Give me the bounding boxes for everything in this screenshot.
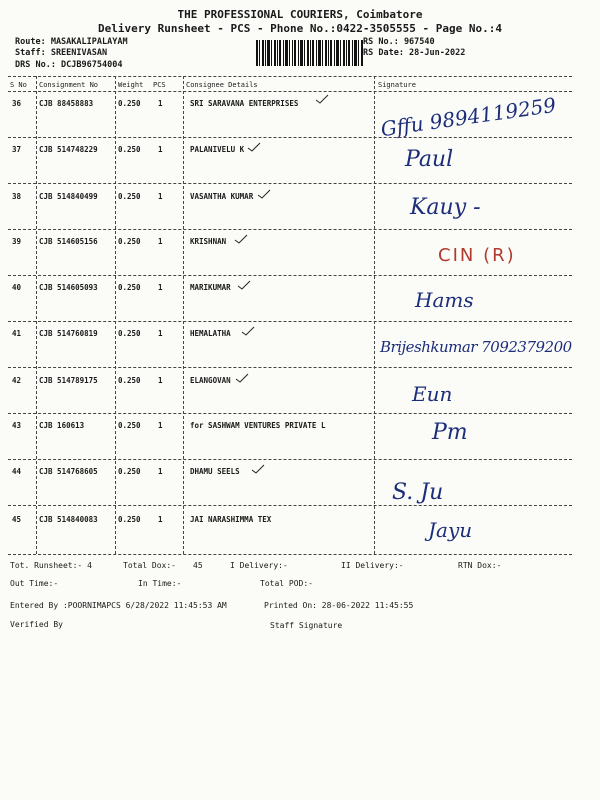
printed-on: Printed On: 28-06-2022 11:45:55 — [264, 601, 414, 610]
rs-number: RS No.: 967540 — [363, 37, 435, 47]
column-header-sno: S No — [10, 81, 27, 89]
row-consignment: CJB 160613 — [39, 421, 85, 430]
column-separator — [115, 76, 116, 554]
row-pcs: 1 — [158, 145, 163, 154]
tick-mark-icon — [250, 463, 266, 475]
tick-mark-icon — [246, 141, 262, 153]
row-weight: 0.250 — [118, 515, 141, 524]
table-bottom-rule — [8, 554, 572, 555]
total-dox-value: 45 — [193, 561, 203, 570]
row-sno: 39 — [12, 237, 22, 246]
total-runsheet: Tot. Runsheet:- 4 — [10, 561, 92, 570]
row-sno: 45 — [12, 515, 22, 524]
column-header-consignee: Consignee Details — [186, 81, 258, 89]
row-sno: 44 — [12, 467, 22, 476]
row-consignment: CJB 514789175 — [39, 376, 98, 385]
column-separator — [36, 76, 37, 554]
row-consignee: HEMALATHA — [190, 329, 231, 338]
row-consignment: CJB 514605156 — [39, 237, 98, 246]
barcode-image — [256, 40, 364, 66]
total-pod-label: Total POD:- — [260, 579, 313, 588]
row-consignee: MARIKUMAR — [190, 283, 231, 292]
row-pcs: 1 — [158, 376, 163, 385]
column-header-weight: Weight — [118, 81, 144, 89]
row-consignee: SRI SARAVANA ENTERPRISES — [190, 99, 299, 108]
row-consignment: CJB 514605093 — [39, 283, 98, 292]
company-title: THE PROFESSIONAL COURIERS, Coimbatore — [177, 8, 423, 21]
route-label: Route: MASAKALIPALAYAM — [15, 37, 128, 47]
row-pcs: 1 — [158, 99, 163, 108]
handwritten-signature: S. Ju — [392, 480, 444, 505]
row-consignment: CJB 514748229 — [39, 145, 98, 154]
row-consignment: CJB 514840083 — [39, 515, 98, 524]
row-sno: 41 — [12, 329, 22, 338]
row-weight: 0.250 — [118, 237, 141, 246]
row-consignee: ELANGOVAN — [190, 376, 231, 385]
row-divider — [8, 367, 572, 368]
row-weight: 0.250 — [118, 145, 141, 154]
handwritten-signature: Pm — [432, 420, 468, 445]
row-pcs: 1 — [158, 421, 163, 430]
handwritten-signature: CIN (R) — [438, 245, 516, 266]
entered-by: Entered By :POORNIMAPCS 6/28/2022 11:45:53 AM — [10, 601, 227, 610]
row-consignee: JAI NARASHIMMA TEX — [190, 515, 272, 524]
row-pcs: 1 — [158, 515, 163, 524]
column-separator — [374, 76, 375, 554]
row-sno: 43 — [12, 421, 22, 430]
table-top-rule — [8, 76, 572, 77]
row-consignee: VASANTHA KUMAR — [190, 192, 254, 201]
row-weight: 0.250 — [118, 329, 141, 338]
row-consignment: CJB 514760819 — [39, 329, 98, 338]
row-consignment: CJB 514840499 — [39, 192, 98, 201]
row-divider — [8, 413, 572, 414]
row-pcs: 1 — [158, 467, 163, 476]
drs-number: DRS No.: DCJB96754004 — [15, 60, 123, 70]
handwritten-signature: Brijeshkumar 7092379200 — [380, 338, 572, 356]
row-weight: 0.250 — [118, 467, 141, 476]
row-sno: 38 — [12, 192, 22, 201]
runsheet-title: Delivery Runsheet - PCS - Phone No.:0422-3505555 - Page No.:4 — [98, 22, 502, 35]
row-consignee: KRISHNAN — [190, 237, 227, 246]
row-weight: 0.250 — [118, 283, 141, 292]
rs-date: RS Date: 28-Jun-2022 — [363, 48, 466, 58]
tick-mark-icon — [240, 325, 256, 337]
tick-mark-icon — [236, 279, 252, 291]
total-dox-label: Total Dox:- — [123, 561, 176, 570]
column-header-consignment: Consignment No — [39, 81, 99, 89]
tick-mark-icon — [234, 372, 250, 384]
staff-label: Staff: SREENIVASAN — [15, 48, 108, 58]
row-consignee: for SASHWAM VENTURES PRIVATE L — [190, 421, 326, 430]
row-divider — [8, 459, 572, 460]
row-sno: 36 — [12, 99, 22, 108]
row-sno: 42 — [12, 376, 22, 385]
tick-mark-icon — [314, 93, 330, 105]
staff-signature-label: Staff Signature — [270, 621, 343, 630]
row-consignee: DHAMU SEELS — [190, 467, 240, 476]
handwritten-signature: Jayu — [428, 518, 473, 542]
row-sno: 37 — [12, 145, 22, 154]
tick-mark-icon — [256, 188, 272, 200]
row-consignment: CJB 88458883 — [39, 99, 94, 108]
row-sno: 40 — [12, 283, 22, 292]
handwritten-signature: Kauy - — [410, 195, 481, 220]
row-pcs: 1 — [158, 283, 163, 292]
row-pcs: 1 — [158, 237, 163, 246]
ii-delivery-label: II Delivery:- — [341, 561, 404, 570]
row-divider — [8, 505, 572, 506]
i-delivery-label: I Delivery:- — [230, 561, 288, 570]
handwritten-signature: Eun — [412, 382, 453, 406]
row-divider — [8, 137, 572, 138]
handwritten-signature: Hams — [415, 288, 474, 312]
handwritten-signature: Gffu 9894119259 — [379, 92, 558, 142]
tick-mark-icon — [233, 233, 249, 245]
column-separator — [183, 76, 184, 554]
row-weight: 0.250 — [118, 99, 141, 108]
row-weight: 0.250 — [118, 376, 141, 385]
row-divider — [8, 183, 572, 184]
row-pcs: 1 — [158, 192, 163, 201]
table-header-rule — [8, 91, 572, 92]
row-divider — [8, 275, 572, 276]
row-weight: 0.250 — [118, 421, 141, 430]
row-divider — [8, 321, 572, 322]
row-consignee: PALANIVELU K — [190, 145, 245, 154]
column-header-signature: Signature — [378, 81, 416, 89]
out-time-label: Out Time:- — [10, 579, 59, 588]
column-header-pcs: PCS — [153, 81, 166, 89]
row-weight: 0.250 — [118, 192, 141, 201]
row-consignment: CJB 514768605 — [39, 467, 98, 476]
handwritten-signature: Paul — [405, 147, 454, 172]
verified-by-label: Verified By — [10, 620, 63, 629]
in-time-label: In Time:- — [138, 579, 182, 588]
row-pcs: 1 — [158, 329, 163, 338]
rtn-dox-label: RTN Dox:- — [458, 561, 502, 570]
row-divider — [8, 229, 572, 230]
